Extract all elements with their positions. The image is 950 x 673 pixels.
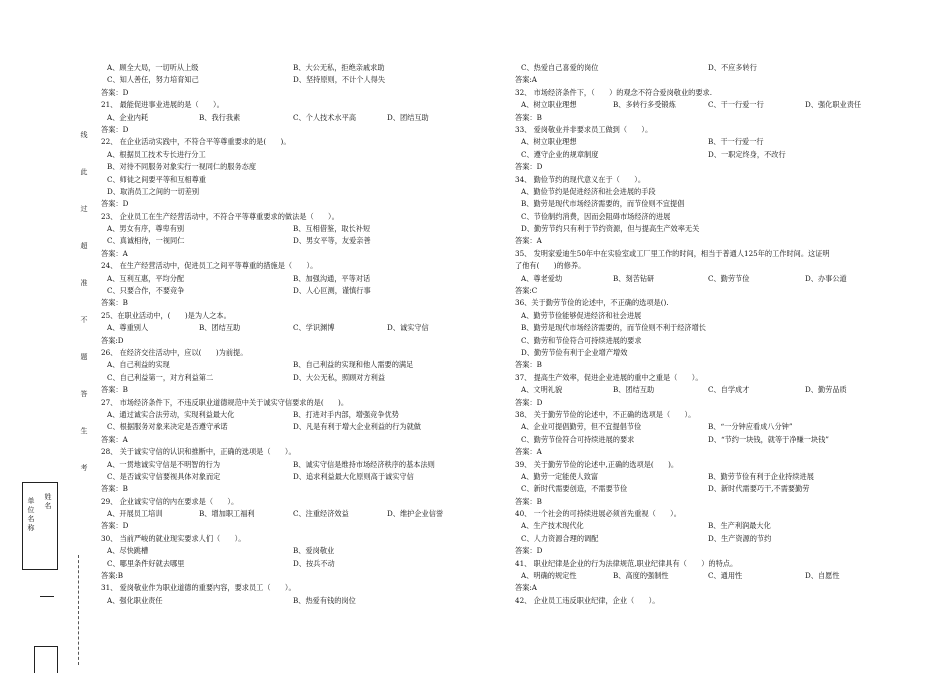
option-text: C、通用性 bbox=[708, 571, 743, 581]
option-text: D、诚实守信 bbox=[387, 323, 429, 333]
option-text: C、是否诚实守信要视具体对象而定 bbox=[107, 471, 221, 481]
option-text: A、一贯地诚实守信是不明智的行为 bbox=[107, 459, 221, 469]
option-text: D、按兵不动 bbox=[293, 558, 335, 568]
margin-char: 生 bbox=[80, 427, 88, 435]
option-text: B、团结互助 bbox=[199, 323, 241, 333]
option-row bbox=[101, 235, 511, 247]
option-text: D、凡是有利于增大企业利益的行为就做 bbox=[293, 422, 421, 432]
box-divider bbox=[40, 596, 54, 597]
option-text: D、勤劳品质 bbox=[805, 385, 847, 395]
option-text: C、学识渊博 bbox=[293, 323, 335, 333]
question-stem bbox=[101, 310, 511, 322]
answer-text: 答案:A bbox=[515, 75, 537, 85]
question-text: 24、 在生产经营活动中，促进员工之间平等尊重的措施是（ ）。 bbox=[101, 261, 318, 271]
option-text: C、只要合作，不要竞争 bbox=[107, 286, 185, 296]
option-text: A、开展员工培训 bbox=[107, 509, 163, 519]
option-row bbox=[101, 149, 511, 161]
answer-text: 答案：B bbox=[515, 112, 542, 122]
option-row bbox=[101, 409, 511, 421]
question-stem bbox=[515, 558, 895, 570]
question-text: 42、 企业员工违反职业纪律，企业（ ）。 bbox=[515, 595, 660, 605]
option-row bbox=[515, 310, 895, 322]
answer-text: 答案：A bbox=[101, 434, 128, 444]
option-text: D、自愿性 bbox=[805, 571, 840, 581]
question-stem bbox=[101, 446, 511, 458]
option-text: B、勤劳是现代市场经济需要的，而节俭则不宜提倡 bbox=[521, 199, 685, 209]
option-text: A、通过诚实合法劳动，实现利益最大化 bbox=[107, 409, 235, 419]
option-text: D、新时代需要巧干,不需要勤劳 bbox=[708, 484, 810, 494]
option-row bbox=[101, 223, 511, 235]
answer-line bbox=[515, 359, 895, 371]
answer-line bbox=[101, 434, 511, 446]
option-text: B、我行我素 bbox=[199, 112, 241, 122]
answer-line bbox=[101, 87, 511, 99]
option-text: C、勤劳节俭 bbox=[708, 273, 750, 283]
question-stem bbox=[101, 211, 511, 223]
answer-line bbox=[101, 335, 511, 347]
option-row bbox=[101, 545, 511, 557]
question-stem bbox=[515, 409, 895, 421]
option-text: A、勤劳一定能使人致富 bbox=[521, 471, 599, 481]
option-text: A、尊老爱幼 bbox=[521, 273, 563, 283]
option-row bbox=[101, 112, 511, 124]
option-text: B、刻苦钻研 bbox=[613, 273, 655, 283]
option-text: D、办事公道 bbox=[805, 273, 847, 283]
option-text: D、不应多转行 bbox=[708, 63, 757, 72]
option-text: C、哪里条件好就去哪里 bbox=[107, 558, 185, 568]
option-row bbox=[515, 322, 895, 334]
option-row bbox=[515, 186, 895, 198]
unit-name-box bbox=[22, 482, 58, 570]
option-row bbox=[515, 520, 895, 532]
answer-text: 答案:A bbox=[515, 583, 537, 593]
question-text: 22、 在企业活动实践中，不符合平等尊重要求的是( )。 bbox=[101, 137, 291, 147]
option-text: B、热爱有钱的岗位 bbox=[293, 595, 356, 605]
answer-text: 答案：B bbox=[101, 385, 128, 395]
option-row bbox=[515, 434, 895, 446]
option-text: D、取消员工之间的一切差别 bbox=[107, 186, 200, 196]
answer-text: 答案：D bbox=[101, 199, 129, 209]
question-text: 40、 一个社会的可持续进展必须首先重视（ ）。 bbox=[515, 509, 681, 519]
option-row bbox=[101, 174, 511, 186]
option-text: A、根据员工技术专长进行分工 bbox=[107, 149, 206, 159]
answer-text: 答案:B bbox=[101, 571, 124, 581]
option-text: A、男女有序，尊卑有别 bbox=[107, 224, 185, 234]
margin-char: 准 bbox=[80, 279, 88, 287]
answer-text: 答案：A bbox=[515, 447, 542, 457]
question-text: 23、 企业员工在生产经营活动中，不符合平等尊重要求的做法是（ ）。 bbox=[101, 211, 339, 221]
answer-line bbox=[101, 384, 511, 396]
option-row bbox=[101, 74, 511, 86]
question-stem bbox=[515, 459, 895, 471]
name-label: 姓名 bbox=[44, 493, 52, 510]
question-text: 31、 爱岗敬业作为职业道德的重要内容，要求员工（ ）。 bbox=[101, 583, 296, 593]
question-text: 21、 最能促进事业进展的是（ ）。 bbox=[101, 100, 224, 110]
question-text: 34、 勤俭节约的现代意义在于（ ）。 bbox=[515, 174, 646, 184]
option-text: A、企业内耗 bbox=[107, 112, 149, 122]
option-text: B、干一行爱一行 bbox=[708, 137, 764, 147]
option-row bbox=[101, 285, 511, 297]
answer-line bbox=[101, 198, 511, 210]
option-text: C、自己利益第一，对方利益第二 bbox=[107, 372, 214, 382]
question-stem bbox=[101, 533, 511, 545]
answer-line bbox=[515, 285, 895, 297]
answer-line bbox=[515, 397, 895, 409]
option-text: D、大公无私，照顾对方利益 bbox=[293, 372, 386, 382]
margin-char: 不 bbox=[80, 316, 88, 324]
option-text: B、高度的强制性 bbox=[613, 571, 669, 581]
option-row bbox=[101, 273, 511, 285]
question-text: 32、 市场经济条件下，（ ）的观念不符合爱岗敬业的要求. bbox=[515, 87, 712, 97]
question-stem bbox=[515, 174, 895, 186]
option-text: D、维护企业信誉 bbox=[387, 509, 444, 519]
question-text: 27、 市场经济条件下，不违反职业道德规范中关于诚实守信要求的是( )。 bbox=[101, 397, 349, 407]
option-row bbox=[515, 273, 895, 285]
question-stem bbox=[101, 99, 511, 111]
option-text: C、干一行爱一行 bbox=[708, 100, 764, 110]
answer-text: 答案：D bbox=[515, 397, 543, 407]
question-stem bbox=[515, 297, 895, 309]
margin-char: 线 bbox=[80, 131, 88, 139]
option-text: B、加强沟通，平等对话 bbox=[293, 273, 371, 283]
option-text: C、注重经济效益 bbox=[293, 509, 349, 519]
margin-char: 超 bbox=[80, 242, 88, 250]
option-text: B、对待不同服务对象实行一视同仁的服务态度 bbox=[107, 162, 257, 172]
answer-text: 答案：D bbox=[515, 162, 543, 172]
option-text: D、团结互助 bbox=[387, 112, 429, 122]
question-stem bbox=[101, 582, 511, 594]
option-row bbox=[101, 62, 511, 74]
margin-char: 题 bbox=[80, 353, 88, 361]
option-row bbox=[101, 186, 511, 198]
option-row bbox=[101, 595, 511, 607]
question-text: 38、 关于勤劳节俭的论述中，不正确的选项是（ ）。 bbox=[515, 409, 696, 419]
left-question-column bbox=[101, 62, 511, 607]
option-text: C、新时代需要创造，不需要节俭 bbox=[521, 484, 628, 494]
option-row bbox=[515, 471, 895, 483]
question-stem bbox=[101, 260, 511, 272]
question-stem bbox=[515, 260, 895, 272]
answer-text: 答案：D bbox=[101, 521, 129, 531]
answer-text: 答案：A bbox=[515, 236, 542, 246]
lower-box bbox=[34, 646, 58, 673]
option-row bbox=[515, 347, 895, 359]
option-text: B、团结互助 bbox=[613, 385, 655, 395]
option-row bbox=[101, 459, 511, 471]
option-row bbox=[515, 335, 895, 347]
option-row bbox=[515, 421, 895, 433]
question-text: 35、 发明家爱迪生50年中在实验室或工厂里工作的时间，相当于普通人125年的工作时间。这证明 bbox=[515, 248, 830, 258]
option-row bbox=[515, 136, 895, 148]
question-text: 33、 爱岗敬业并非要求员工做到（ ）。 bbox=[515, 124, 653, 134]
option-text: A、生产技术现代化 bbox=[521, 521, 584, 531]
question-stem bbox=[101, 347, 511, 359]
option-text: D、追求利益最大化原则高于诚实守信 bbox=[293, 471, 414, 481]
option-text: B、大公无私，拒绝亲戚求助 bbox=[293, 63, 385, 72]
option-row bbox=[101, 508, 511, 520]
option-text: B、打进对手内部，增强竞争优势 bbox=[293, 409, 399, 419]
option-text: D、男女平等，友爱亲善 bbox=[293, 236, 371, 246]
option-text: B、“一分钟应看成八分钟” bbox=[708, 422, 793, 432]
option-text: D、坚持原则，不计个人得失 bbox=[293, 75, 386, 85]
question-stem bbox=[101, 136, 511, 148]
answer-text: 答案：B bbox=[515, 496, 542, 506]
answer-line bbox=[101, 520, 511, 532]
option-text: C、知人善任，努力培育知己 bbox=[107, 75, 199, 85]
answer-line bbox=[101, 570, 511, 582]
option-text: D、勤劳节约只有利于节约资源，但与提高生产效率无关 bbox=[521, 224, 700, 234]
answer-line bbox=[515, 582, 895, 594]
question-stem bbox=[515, 372, 895, 384]
option-row bbox=[515, 99, 895, 111]
question-stem bbox=[515, 87, 895, 99]
answer-line bbox=[515, 235, 895, 247]
answer-line bbox=[515, 446, 895, 458]
option-row bbox=[515, 570, 895, 582]
option-row bbox=[101, 558, 511, 570]
option-row bbox=[515, 483, 895, 495]
question-text: 39、 关于勤劳节俭的论述中,正确的选项是( )。 bbox=[515, 459, 679, 469]
option-row bbox=[515, 149, 895, 161]
question-text: 28、 关于诚实守信的认识和推断中，正确的选项是（ ）。 bbox=[101, 447, 296, 457]
option-text: A、尊重别人 bbox=[107, 323, 149, 333]
option-row bbox=[515, 62, 895, 74]
option-text: C、根据服务对象来决定是否遵守承诺 bbox=[107, 422, 228, 432]
option-text: C、勤劳节俭符合可持续进展的要求 bbox=[521, 434, 635, 444]
option-text: A、强化职业责任 bbox=[107, 595, 163, 605]
answer-text: 答案：B bbox=[101, 298, 128, 308]
option-text: B、互相借鉴，取长补短 bbox=[293, 224, 371, 234]
question-stem bbox=[515, 248, 895, 260]
option-text: C、师徒之间要平等和互相尊重 bbox=[107, 174, 206, 184]
answer-text: 答案：B bbox=[515, 360, 542, 370]
answer-line bbox=[515, 74, 895, 86]
option-text: A、文明礼貌 bbox=[521, 385, 563, 395]
question-text: 29、 企业诚实守信的内在要求是（ ）。 bbox=[101, 496, 239, 506]
question-text: 41、 职业纪律是企业的行为法律规范,职业纪律具有（ ）的特点。 bbox=[515, 558, 738, 568]
option-text: C、热爱自己喜爱的岗位 bbox=[521, 63, 599, 72]
option-row bbox=[515, 198, 895, 210]
option-text: B、勤劳节俭有利于企业持续进展 bbox=[708, 471, 814, 481]
answer-line bbox=[515, 112, 895, 124]
margin-char: 答 bbox=[80, 390, 88, 398]
option-text: D、勤劳节俭有利于企业增产增效 bbox=[521, 347, 628, 357]
margin-char: 过 bbox=[80, 205, 88, 213]
option-text: A、勤劳节俭能够促进经济和社会进展 bbox=[521, 310, 642, 320]
question-stem bbox=[515, 508, 895, 520]
option-row bbox=[101, 161, 511, 173]
option-text: A、互利互惠，平均分配 bbox=[107, 273, 185, 283]
question-text: 26、 在经济交往活动中，应以( )为前提。 bbox=[101, 347, 248, 357]
answer-line bbox=[515, 161, 895, 173]
option-text: A、树立职业理想 bbox=[521, 137, 577, 147]
option-text: C、真诚相待，一视同仁 bbox=[107, 236, 185, 246]
option-row bbox=[101, 421, 511, 433]
option-text: D、人心叵测，谨慎行事 bbox=[293, 286, 371, 296]
option-text: B、自己利益的实现和他人需要的满足 bbox=[293, 360, 414, 370]
option-text: A、自己利益的实现 bbox=[107, 360, 170, 370]
option-row bbox=[515, 533, 895, 545]
option-text: D、生产资源的节约 bbox=[708, 533, 772, 543]
margin-char: 此 bbox=[80, 168, 88, 176]
option-text: B、爱岗敬业 bbox=[293, 546, 335, 556]
question-text: 25、在职业活动中，( )是为人之本。 bbox=[101, 310, 231, 320]
right-question-column bbox=[515, 62, 895, 607]
question-text: 30、 当前严峻的就业现实要求人们（ ）。 bbox=[101, 533, 246, 543]
answer-text: 答案：D bbox=[101, 87, 129, 97]
answer-text: 答案:C bbox=[515, 286, 538, 296]
binding-dash-line bbox=[78, 555, 79, 665]
option-text: D、强化职业责任 bbox=[805, 100, 862, 110]
unit-name-label: 单位名称 bbox=[27, 497, 35, 532]
option-text: B、诚实守信是维持市场经济秩序的基本法则 bbox=[293, 459, 435, 469]
option-text: C、勤劳和节俭符合可持续进展的要求 bbox=[521, 335, 642, 345]
option-text: B、勤劳是现代市场经济需要的，而节俭则不利于经济增长 bbox=[521, 323, 706, 333]
answer-line bbox=[101, 483, 511, 495]
option-row bbox=[515, 211, 895, 223]
answer-line bbox=[515, 545, 895, 557]
answer-text: 答案：D bbox=[101, 124, 129, 134]
answer-line bbox=[515, 496, 895, 508]
option-text: D、一职定终身，不改行 bbox=[708, 149, 786, 159]
question-stem bbox=[515, 595, 895, 607]
option-text: C、自学成才 bbox=[708, 385, 750, 395]
option-text: C、人力资源合理的调配 bbox=[521, 533, 599, 543]
option-text: C、个人技术水平高 bbox=[293, 112, 357, 122]
option-row bbox=[101, 322, 511, 334]
option-text: B、多转行多受锻炼 bbox=[613, 100, 676, 110]
question-text: 37、 提高生产效率，促进企业进展的重中之重是（ ）。 bbox=[515, 372, 703, 382]
option-text: D、“节约一块钱，就等于净赚一块钱” bbox=[708, 434, 829, 444]
option-text: C、遵守企业的规章制度 bbox=[521, 149, 599, 159]
answer-text: 答案：D bbox=[515, 546, 543, 556]
question-stem bbox=[101, 397, 511, 409]
question-stem bbox=[515, 124, 895, 136]
answer-text: 答案:D bbox=[101, 335, 124, 345]
option-row bbox=[101, 471, 511, 483]
option-row bbox=[101, 372, 511, 384]
answer-line bbox=[101, 297, 511, 309]
question-stem bbox=[101, 496, 511, 508]
option-text: A、顾全大局，一切听从上级 bbox=[107, 63, 199, 72]
option-text: B、增加职工福利 bbox=[199, 509, 255, 519]
answer-line bbox=[101, 248, 511, 260]
answer-line bbox=[101, 124, 511, 136]
option-text: A、尽快跳槽 bbox=[107, 546, 149, 556]
option-text: A、树立职业理想 bbox=[521, 100, 577, 110]
option-row bbox=[515, 384, 895, 396]
answer-text: 答案：A bbox=[101, 248, 128, 258]
option-text: B、生产利润最大化 bbox=[708, 521, 771, 531]
question-text: 36、关于勤劳节俭的论述中，不正确的选项是(). bbox=[515, 298, 669, 308]
option-text: C、节俭制约消费，因而会阻碍市场经济的进展 bbox=[521, 211, 671, 221]
binding-margin-text bbox=[78, 132, 90, 502]
option-text: A、明确的规定性 bbox=[521, 571, 577, 581]
margin-char: 考 bbox=[80, 464, 88, 472]
option-text: A、企业可提倡勤劳，但不宜提倡节俭 bbox=[521, 422, 642, 432]
question-text: 了他有( )的修养。 bbox=[515, 261, 586, 271]
answer-text: 答案：B bbox=[101, 484, 128, 494]
option-row bbox=[101, 359, 511, 371]
option-text: A、勤俭节约是促进经济和社会进展的手段 bbox=[521, 186, 656, 196]
option-row bbox=[515, 223, 895, 235]
